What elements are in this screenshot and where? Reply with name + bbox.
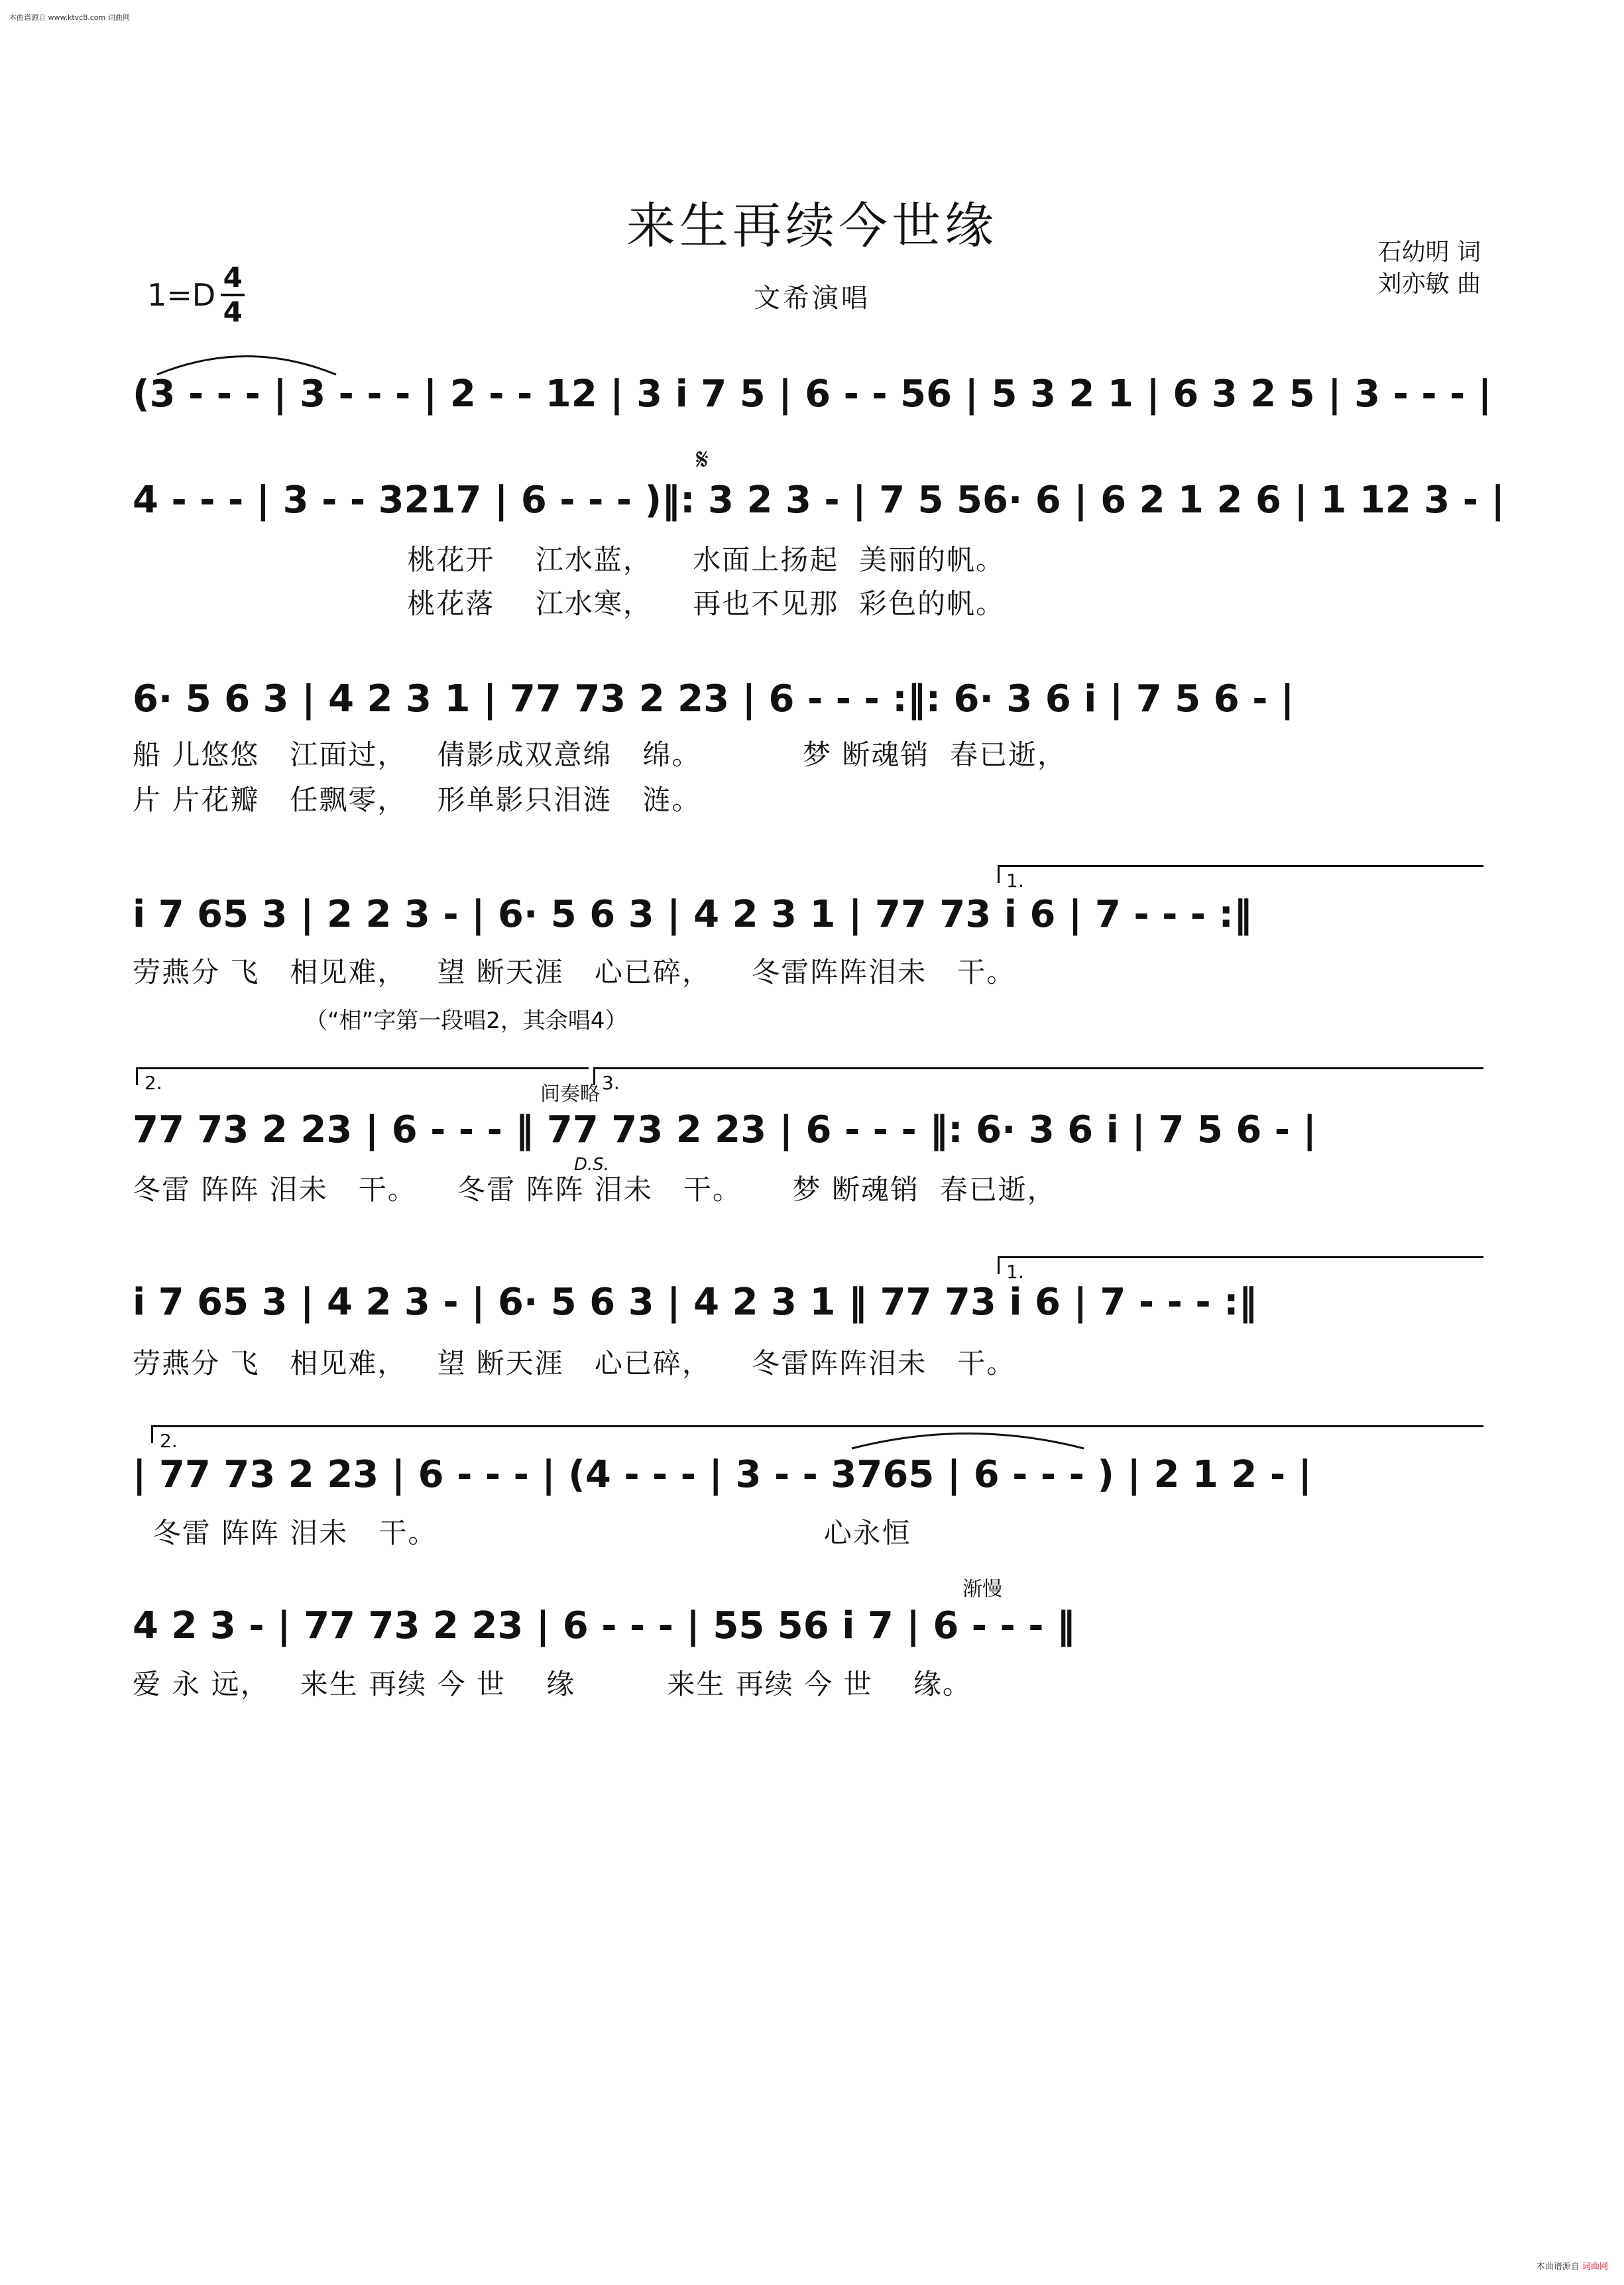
lyric-row-8: 爱 永 远， 来生 再续 今 世 缘 来生 再续 今 世 缘。 — [133, 1668, 972, 1700]
volta-bracket-2 — [136, 1067, 589, 1094]
score-row-5: 77 73 2 23 | 6 - - - ‖ 77 73 2 23 | 6 - - - ‖: 6· 3 6 i | 7 5 6 - | — [133, 1108, 1316, 1151]
slur-mark — [848, 1425, 1087, 1452]
time-bottom: 4 — [223, 296, 243, 328]
volta-bracket-2b — [151, 1425, 1483, 1452]
lyricist-credit: 石幼明 词 — [1377, 239, 1481, 266]
segno-icon: 𝄋 — [696, 443, 709, 477]
volta-bracket-3 — [593, 1067, 1483, 1094]
site-header: 本曲谱源自 www.ktvc8.com 词曲网 — [9, 13, 130, 22]
score-row-4: i 7 65 3 | 2 2 3 - | 6· 5 6 3 | 4 2 3 1 | 77 73 i 6 | 7 - - - :‖ — [133, 893, 1252, 936]
volta-label: 2. — [145, 1072, 162, 1094]
composer-credit: 刘亦敏 曲 — [1377, 270, 1481, 298]
lyric-row-6: 劳燕分 飞 相见难， 望 断天涯 心已碎， 冬雷阵阵泪未 干。 — [133, 1347, 1016, 1379]
key-signature — [147, 262, 245, 328]
score-row-8: 4 2 3 - | 77 73 2 23 | 6 - - - | 55 56 i 7 | 6 - - - ‖ — [133, 1604, 1076, 1647]
volta-bracket-1b — [998, 1256, 1483, 1283]
site-footer — [1537, 2259, 1608, 2272]
interlude-note: 间奏略 — [540, 1083, 600, 1106]
tempo-marking: 渐慢 — [962, 1578, 1002, 1601]
lyric-row-4: 劳燕分 飞 相见难， 望 断天涯 心已碎， 冬雷阵阵泪未 干。 — [133, 956, 1016, 988]
lyric-row-2-verse-2: 桃花落 江水寒， 再也不见那 彩色的帆。 — [133, 587, 1005, 620]
dal-segno-mark: D.S. — [574, 1155, 610, 1175]
score-row-7: | 77 73 2 23 | 6 - - - | (4 - - - | 3 - - 3765 | 6 - - - ) | 2 1 2 - | — [133, 1453, 1312, 1496]
lyric-row-7: 冬雷 阵阵 泪未 干。 心永恒 — [133, 1517, 911, 1549]
volta-label: 1. — [1006, 870, 1024, 892]
time-top: 4 — [223, 261, 243, 294]
volta-bracket-1 — [998, 865, 1483, 892]
volta-label: 3. — [602, 1072, 620, 1094]
footer-text: 本曲谱源自 — [1536, 2262, 1580, 2272]
score-row-6: i 7 65 3 | 4 2 3 - | 6· 5 6 3 | 4 2 3 1 ‖ 77 73 i 6 | 7 - - - :‖ — [133, 1281, 1257, 1324]
performance-remark: （“相”字第一段唱2，其余唱4） — [305, 1008, 628, 1034]
lyric-row-3-verse-2: 片 片花瓣 任飘零， 形单影只泪涟 涟。 — [133, 784, 701, 816]
score-row-3: 6· 5 6 3 | 4 2 3 1 | 77 73 2 23 | 6 - - - :‖: 6· 3 6 i | 7 5 6 - | — [133, 677, 1295, 721]
footer-brand[interactable]: 词曲网 — [1582, 2262, 1608, 2272]
score-row-2: 4 - - - | 3 - - 3217 | 6 - - - )‖: 3 2 3 - | 7 5 56· 6 | 6 2 1 2 6 | 1 12 3 - | — [133, 479, 1505, 522]
volta-label: 2. — [160, 1430, 178, 1452]
lyric-row-5: 冬雷 阵阵 泪未 干。 冬雷 阵阵 泪未 干。 梦 断魂销 春已逝， — [133, 1173, 1057, 1206]
time-signature — [221, 262, 245, 328]
score-row-1: (3 - - - | 3 - - - | 2 - - 12 | 3 i 7 5 | 6 - - 56 | 5 3 2 1 | 6 3 2 5 | 3 - - - | — [133, 373, 1492, 416]
song-title: 来生再续今世缘 — [626, 198, 998, 255]
lyric-row-2-verse-1: 桃花开 江水蓝， 水面上扬起 美丽的帆。 — [133, 544, 1005, 576]
lyric-row-3-verse-1: 船 儿悠悠 江面过， 倩影成双意绵 绵。 梦 断魂销 春已逝， — [133, 738, 1067, 771]
singer-credit: 文希演唱 — [754, 283, 870, 314]
key-label: 1=D — [147, 277, 216, 313]
volta-label: 1. — [1006, 1261, 1024, 1283]
